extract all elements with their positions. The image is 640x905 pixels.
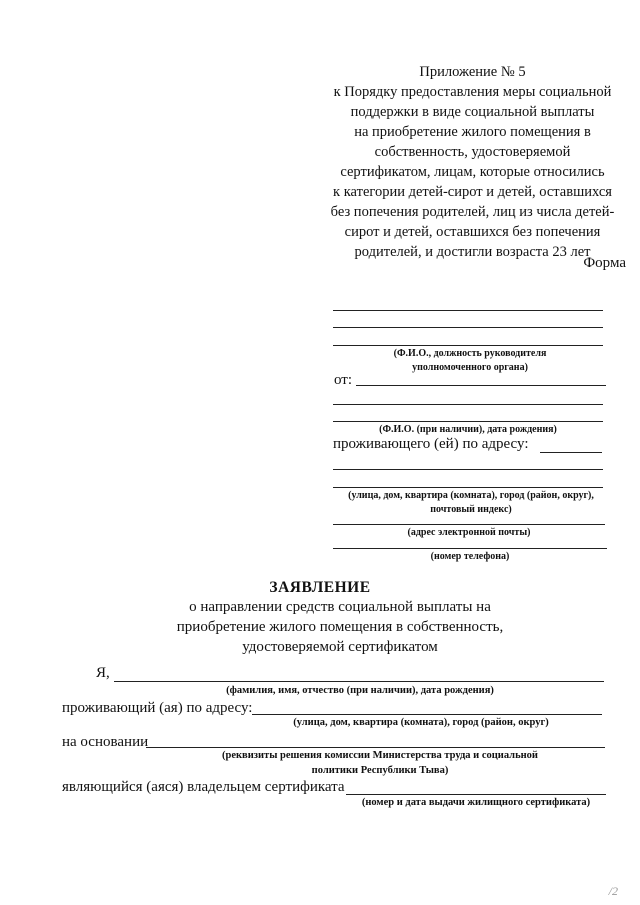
page-mark: /2 bbox=[608, 884, 618, 898]
basis-caption-2: политики Республики Тыва) bbox=[311, 765, 449, 776]
appendix-line: собственность, удостоверяемой bbox=[374, 144, 571, 160]
appendix-line: Приложение № 5 bbox=[419, 64, 526, 80]
head-caption-2: уполномоченного органа) bbox=[412, 362, 528, 373]
fio-caption: (Ф.И.О. (при наличии), дата рождения) bbox=[379, 424, 557, 435]
subtitle-line: удостоверяемой сертификатом bbox=[242, 639, 438, 655]
address-line-2[interactable] bbox=[333, 469, 603, 470]
name-caption: (фамилия, имя, отчество (при наличии), дата рождения) bbox=[226, 685, 494, 696]
appendix-line: к категории детей-сирот и детей, оставшихся bbox=[333, 184, 612, 200]
phone-caption: (номер телефона) bbox=[430, 551, 510, 562]
head-caption-1: (Ф.И.О., должность руководителя bbox=[393, 348, 547, 359]
body-address-caption: (улица, дом, квартира (комната), город (район, округ) bbox=[293, 717, 549, 728]
from-line-1[interactable] bbox=[356, 385, 606, 386]
address-caption-2: почтовый индекс) bbox=[430, 504, 512, 515]
statement-subtitle bbox=[120, 597, 560, 657]
certificate-caption: (номер и дата выдачи жилищного сертификата) bbox=[361, 797, 591, 808]
body-residing-label: проживающий (ая) по адресу: bbox=[62, 700, 253, 716]
subtitle-line: приобретение жилого помещения в собственность, bbox=[176, 619, 504, 635]
residing-label: проживающего (ей) по адресу: bbox=[333, 436, 529, 452]
head-name-line-1[interactable] bbox=[333, 310, 603, 311]
head-name-line-2[interactable] bbox=[333, 327, 603, 328]
subtitle-line: о направлении средств социальной выплаты на bbox=[189, 599, 491, 615]
statement-title: ЗАЯВЛЕНИЕ bbox=[269, 579, 371, 596]
appendix-line: на приобретение жилого помещения в bbox=[354, 124, 591, 140]
address-line-1[interactable] bbox=[540, 452, 602, 453]
from-line-2[interactable] bbox=[333, 404, 603, 405]
appendix-header bbox=[300, 62, 640, 262]
appendix-line: сирот и детей, оставшихся без попечения bbox=[344, 224, 601, 240]
name-line[interactable] bbox=[114, 681, 604, 682]
i-label: Я, bbox=[96, 665, 110, 681]
basis-label: на основании bbox=[62, 734, 149, 750]
appendix-line: родителей, и достигли возраста 23 лет bbox=[354, 244, 591, 260]
appendix-line: сертификатом, лицам, которые относились bbox=[340, 164, 605, 180]
address-caption-1: (улица, дом, квартира (комната), город (район, округ), bbox=[348, 490, 594, 501]
appendix-line: к Порядку предоставления меры социальной bbox=[333, 84, 612, 100]
email-caption: (адрес электронной почты) bbox=[407, 527, 531, 538]
form-label: Форма bbox=[583, 255, 626, 271]
basis-caption-1: (реквизиты решения комиссии Министерства труда и социальной bbox=[222, 750, 538, 761]
appendix-line: без попечения родителей, лиц из числа детей- bbox=[330, 204, 615, 220]
owner-label: являющийся (аяся) владельцем сертификата bbox=[62, 779, 345, 795]
from-label: от: bbox=[334, 372, 353, 388]
appendix-line: поддержки в виде социальной выплаты bbox=[350, 104, 595, 120]
